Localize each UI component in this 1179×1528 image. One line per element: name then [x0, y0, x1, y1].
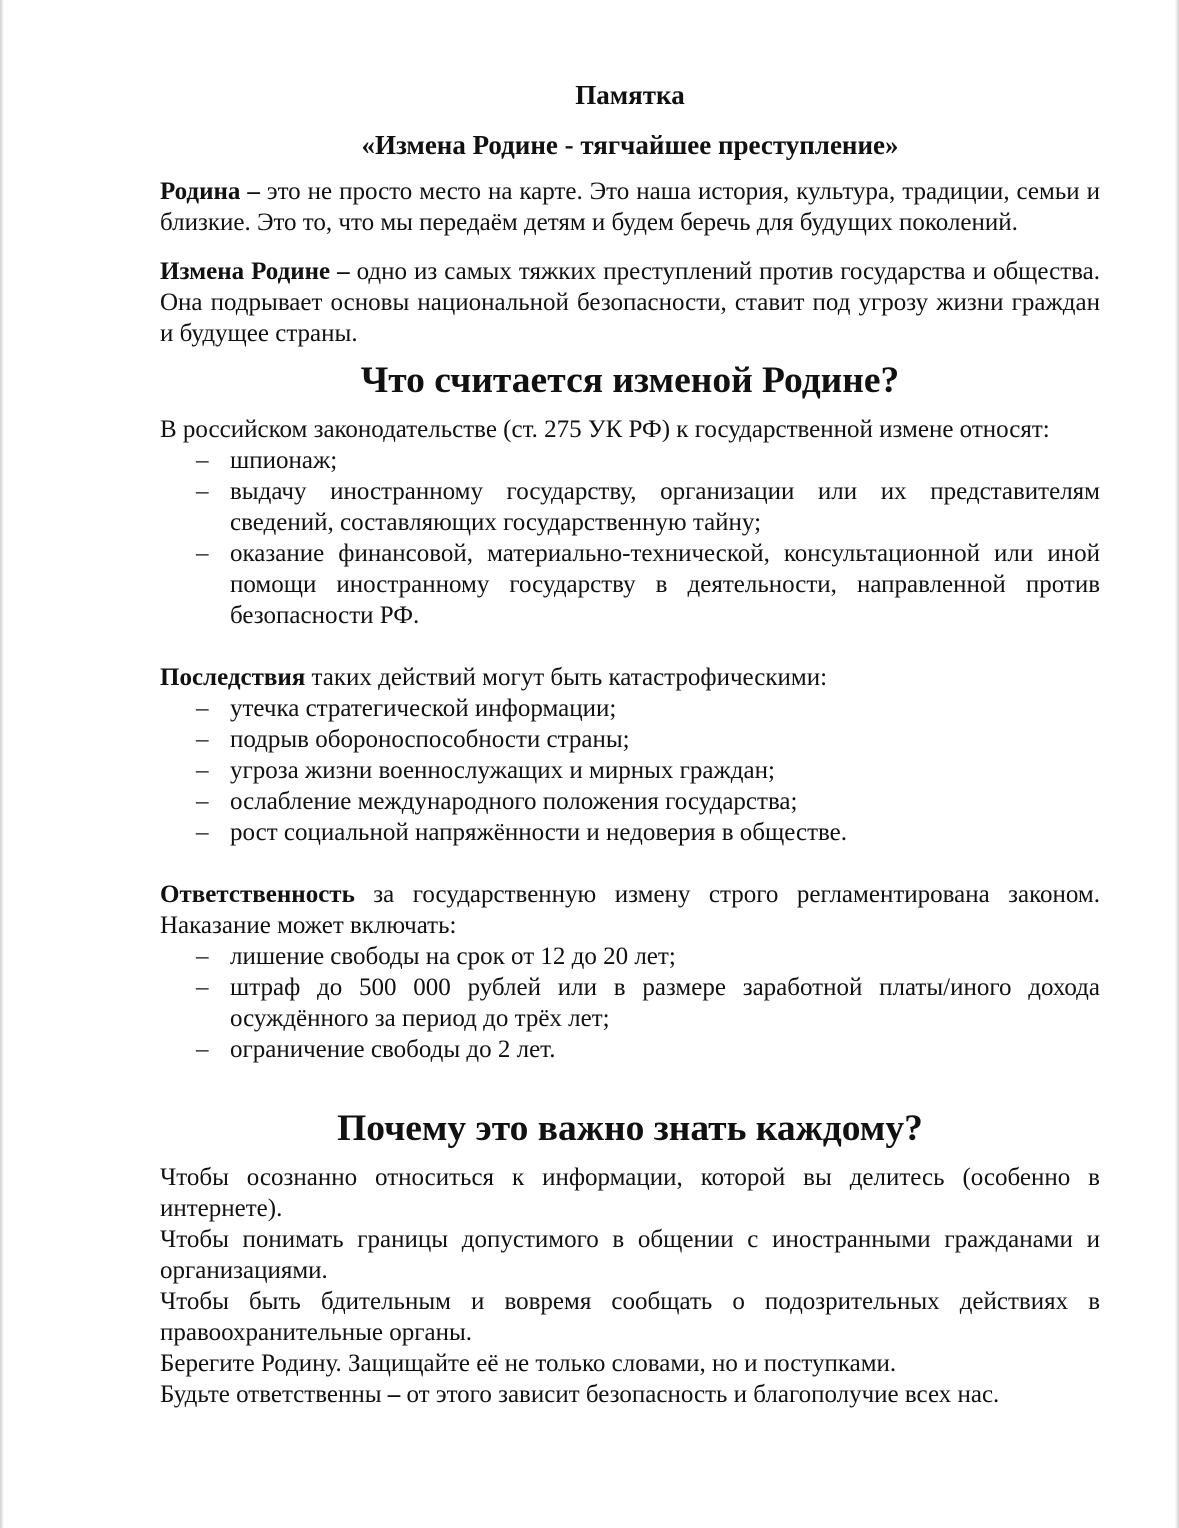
list-item: – лишение свободы на срок от 12 до 20 лет;	[230, 941, 1100, 972]
text-responsibility: за государственную измену строго регламентирована законом. Наказание может включать:	[160, 881, 1100, 939]
why-line-final	[160, 1379, 1100, 1410]
final-text-part1: Будьте ответственны	[160, 1381, 388, 1408]
term-treason: Измена Родине –	[160, 258, 350, 285]
final-text-part2: от этого зависит безопасность и благополучие всех нас.	[400, 1381, 1000, 1408]
term-motherland: Родина –	[160, 178, 260, 205]
list-item: – ограничение свободы до 2 лет.	[230, 1034, 1100, 1065]
why-line: Чтобы быть бдительным и вовремя сообщать о подозрительных действиях в правоохранительные органы.	[160, 1288, 1100, 1346]
why-line: Берегите Родину. Защищайте её не только словами, но и поступками.	[160, 1350, 897, 1377]
list-item: – утечка стратегической информации;	[230, 693, 1100, 724]
paragraph-consequences	[160, 662, 1100, 693]
text-consequences: таких действий могут быть катастрофическими:	[305, 664, 828, 691]
list-consequences	[160, 693, 1100, 848]
list-item: – штраф до 500 000 рублей или в размере заработной платы/иного дохода осуждённого за период до трёх лет;	[230, 972, 1100, 1034]
page-edge-left	[0, 0, 4, 1528]
document-title: Памятка	[575, 80, 685, 110]
why-line: Чтобы осознанно относиться к информации, которой вы делитесь (особенно в интернете).	[160, 1164, 1100, 1222]
section-heading-why-important: Почему это важно знать каждому?	[337, 1108, 923, 1149]
paragraph-legislation: В российском законодательстве (ст. 275 УК РФ) к государственной измене относят:	[160, 416, 1050, 443]
paragraph-responsibility	[160, 879, 1100, 941]
list-item: – ослабление международного положения государства;	[230, 786, 1100, 817]
paragraph-treason	[160, 256, 1100, 349]
paragraph-motherland	[160, 176, 1100, 238]
term-responsibility: Ответственность	[160, 881, 355, 908]
why-line: Чтобы понимать границы допустимого в общении с иностранными гражданами и организациями.	[160, 1226, 1100, 1284]
term-consequences: Последствия	[160, 664, 306, 691]
text-treason: одно из самых тяжких преступлений против государства и общества. Она подрывает основы национальной безопасности, ставит под угрозу жизни граждан и будущее страны.	[160, 258, 1100, 347]
text-motherland: это не просто место на карте. Это наша история, культура, традиции, семьи и близкие. Это то, что мы передаём детям и будем беречь для будущих поколений.	[160, 178, 1100, 236]
document-page	[160, 76, 1100, 1410]
list-treason-acts	[160, 445, 1100, 631]
list-item: – выдачу иностранному государству, организации или их представителям сведений, составляющих государственную тайну;	[230, 476, 1100, 538]
final-dash: –	[387, 1381, 401, 1408]
why-important-block	[160, 1162, 1100, 1410]
list-item: – подрыв обороноспособности страны;	[230, 724, 1100, 755]
document-subtitle: «Измена Родине - тягчайшее преступление»	[361, 130, 899, 160]
list-item: – угроза жизни военнослужащих и мирных граждан;	[230, 755, 1100, 786]
list-item: – шпионаж;	[230, 445, 1100, 476]
list-penalties	[160, 941, 1100, 1065]
list-item: – оказание финансовой, материально-технической, консультационной или иной помощи иностранному государству в деятельности, направленной против безопасности РФ.	[230, 538, 1100, 631]
page-edge-right	[1175, 0, 1179, 1528]
section-heading-what-is-treason: Что считается изменой Родине?	[360, 360, 900, 401]
list-item: – рост социальной напряжённости и недоверия в обществе.	[230, 817, 1100, 848]
